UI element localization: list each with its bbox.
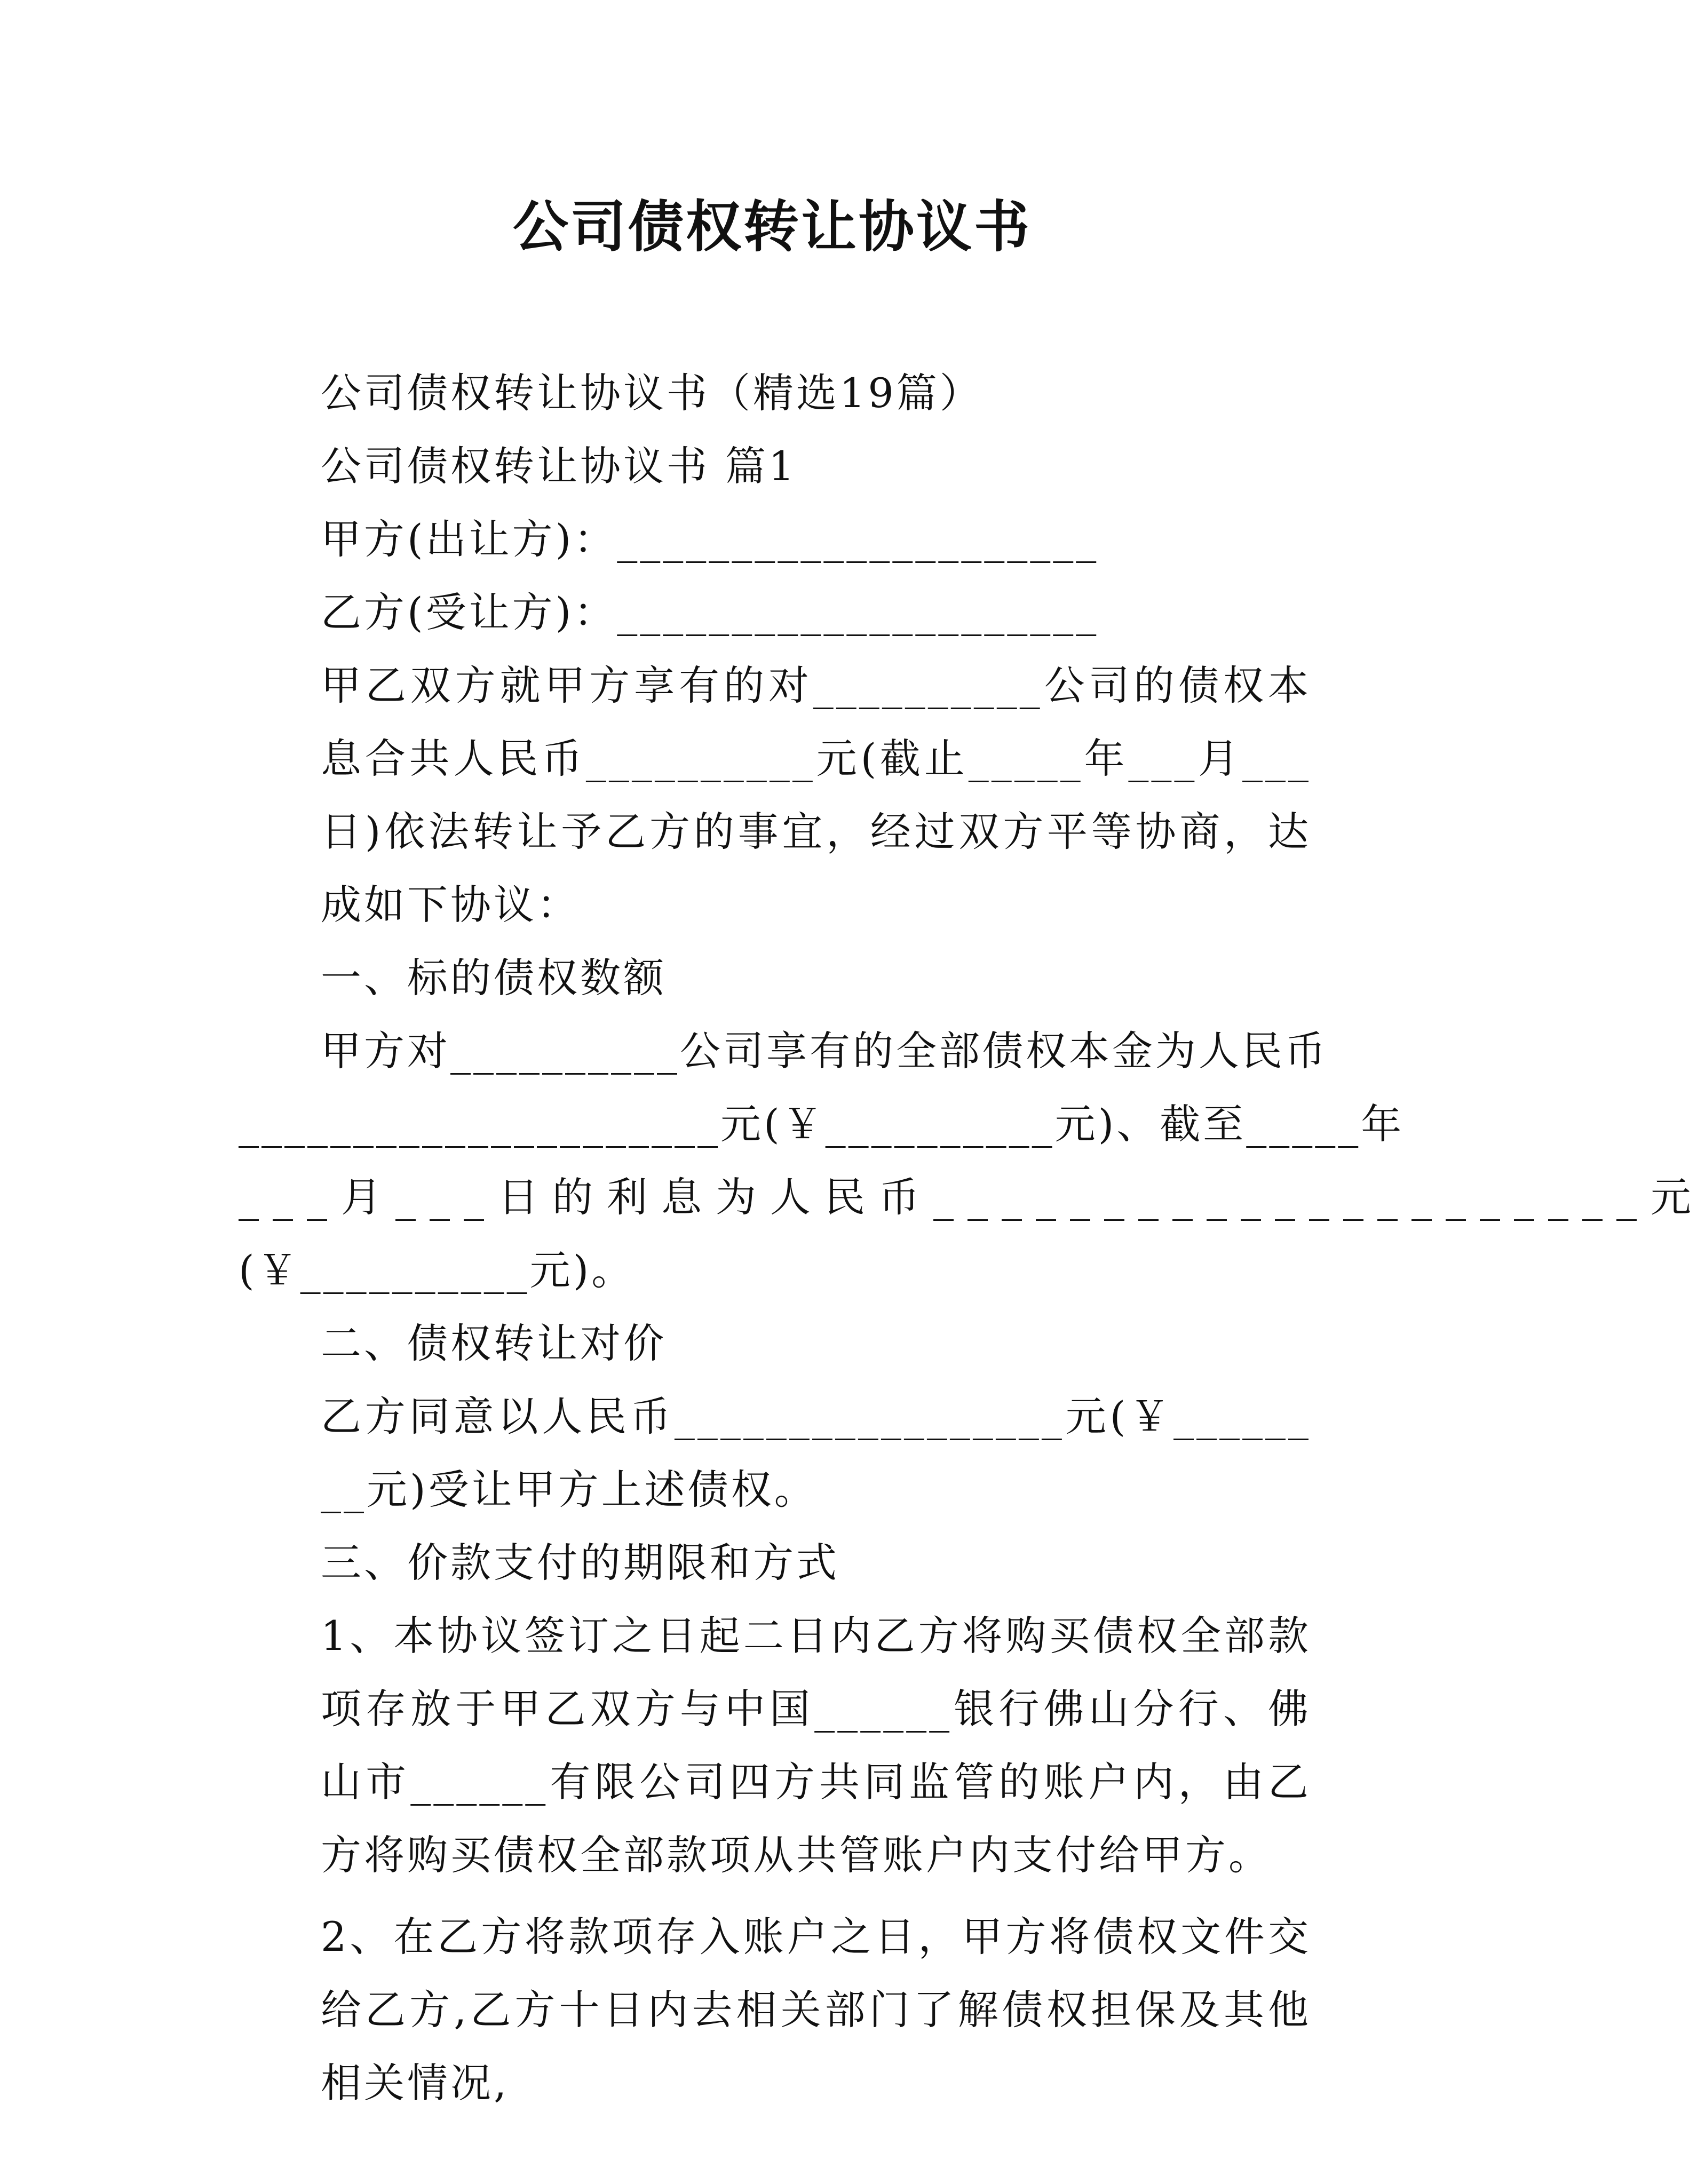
party-b-line: 乙方(受让方)：_____________________ [321,589,1099,636]
clause-heading-2: 二、债权转让对价 [321,1320,667,1367]
clause-heading-1: 一、标的债权数额 [321,954,667,1002]
document-body [239,356,1705,2119]
clause-1-line-3: ___月___日的利息为人民币_____________________元 [239,1173,1705,1221]
clause-2-paragraph: 乙方同意以人民币_________________元(￥________元)受让甲方上述债权。 [321,1393,1311,1513]
subtitle: 公司债权转让协议书（精选19篇） [321,369,983,417]
section-heading-part-1: 公司债权转让协议书 篇1 [321,442,797,490]
preamble-paragraph: 甲乙双方就甲方享有的对__________公司的债权本息合共人民币__________元(截止_____年___月___日)依法转让予乙方的事宜，经过双方平等协商，达成如下协议： [321,662,1311,928]
clause-1-line-4: (￥__________元)。 [239,1246,635,1294]
clause-3-item-1: 1、本协议签订之日起二日内乙方将购买债权全部款项存放于甲乙双方与中国______银行佛山分行、佛山市______有限公司四方共同监管的账户内，由乙方将购买债权全部款项从共管账户内支付给甲方。 [321,1612,1311,1879]
party-a-line: 甲方(出让方)：_____________________ [321,515,1099,563]
clause-1-line-2: _____________________元(￥__________元)、截至_____年 [239,1100,1405,1148]
clause-3-item-2: 2、在乙方将款项存入账户之日，甲方将债权文件交给乙方,乙方十日内去相关部门了解债权担保及其他相关情况, [321,1913,1311,2107]
clause-1-line-1: 甲方对__________公司享有的全部债权本金为人民币 [321,1027,1328,1075]
clause-heading-3: 三、价款支付的期限和方式 [321,1539,839,1586]
document-title: 公司债权转让协议书 [512,194,1032,259]
